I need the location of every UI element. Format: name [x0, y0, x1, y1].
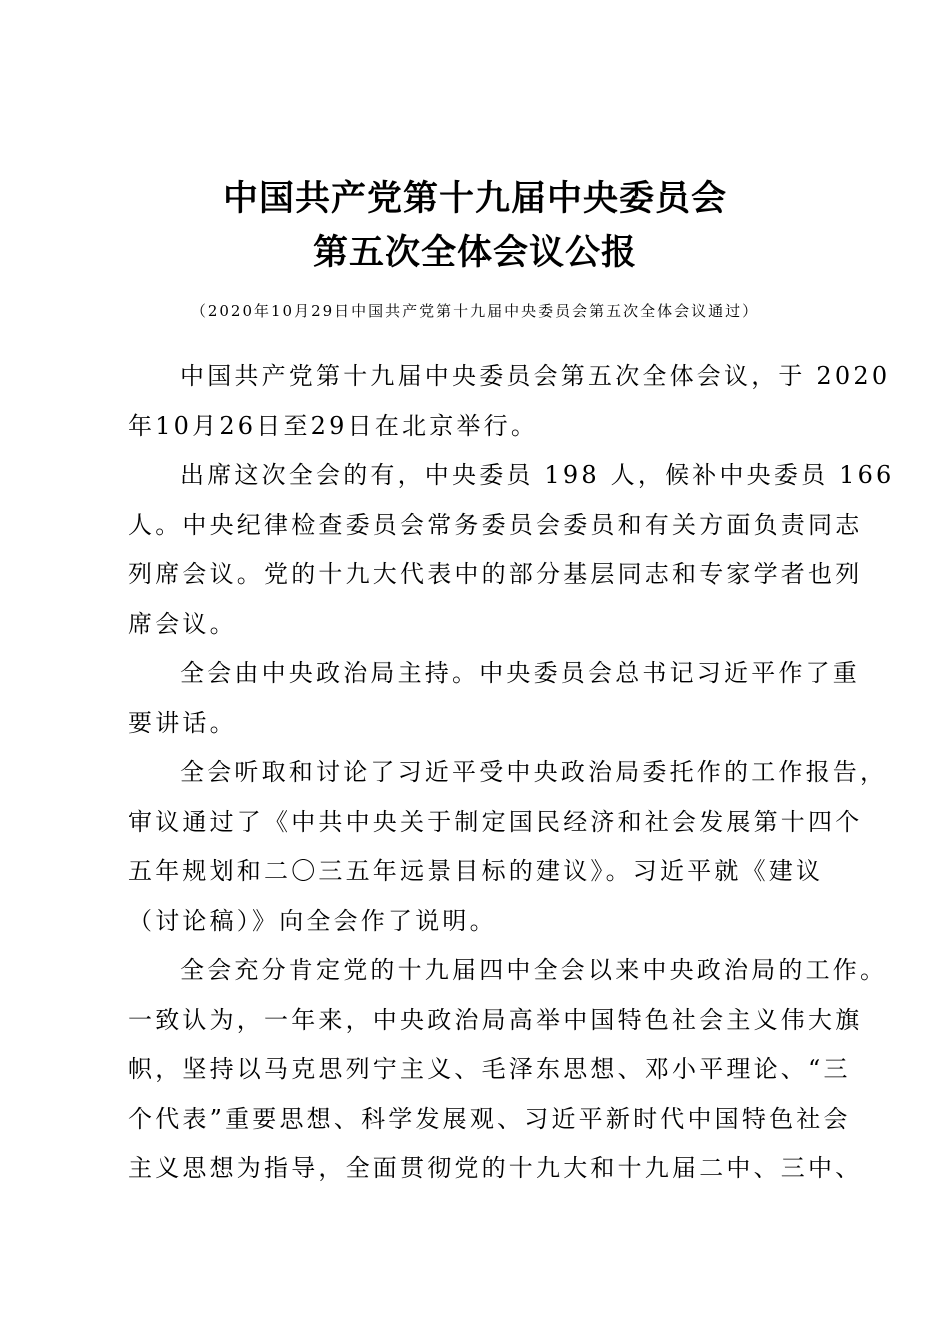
paragraph-3: [128, 649, 860, 748]
document-subtitle: （2020年10月29日中国共产党第十九届中央委员会第五次全体会议通过）: [190, 302, 760, 320]
paragraph-line: 人。中央纪律检查委员会常务委员会委员和有关方面负责同志: [128, 510, 863, 539]
paragraph-1: [128, 352, 891, 451]
document-title: [0, 172, 950, 280]
paragraph-line: [128, 649, 860, 699]
paragraph-line: 个代表”重要思想、科学发展观、习近平新时代中国特色社会: [128, 1104, 851, 1133]
paragraph-line: 年10月26日至29日在北京举行。: [128, 411, 539, 440]
paragraph-line: 帜，坚持以马克思列宁主义、毛泽东思想、邓小平理论、“三: [128, 1055, 851, 1083]
paragraph-line: [128, 748, 888, 798]
paragraph-2: [128, 451, 895, 649]
title-line-2: 第五次全体会议公报: [312, 232, 637, 273]
paragraph-line: 一致认为，一年来，中央政治局高举中国特色社会主义伟大旗: [128, 1005, 863, 1034]
paragraph-line: 席会议。: [128, 609, 237, 638]
paragraph-text: 中国共产党第十九届中央委员会第五次全体会议，于 2020: [180, 362, 891, 390]
paragraph-line: 审议通过了《中共中央关于制定国民经济和社会发展第十四个: [128, 807, 863, 836]
paragraph-text: 全会听取和讨论了习近平受中央政治局委托作的工作报告，: [180, 758, 888, 786]
paragraph-text: 出席这次全会的有，中央委员 198 人，候补中央委员 166: [180, 461, 895, 489]
paragraph-line: 主义思想为指导，全面贯彻党的十九大和十九届二中、三中、: [128, 1154, 863, 1182]
paragraph-line: （讨论稿）》向全会作了说明。: [128, 906, 497, 935]
paragraph-line: [128, 352, 891, 402]
paragraph-line: 列席会议。党的十九大代表中的部分基层同志和专家学者也列: [128, 560, 863, 588]
paragraph-line: 要讲话。: [128, 708, 237, 737]
paragraph-line: [128, 451, 895, 501]
paragraph-text: 全会由中央政治局主持。中央委员会总书记习近平作了重: [180, 659, 860, 687]
title-line-1: 中国共产党第十九届中央委员会: [222, 178, 727, 219]
document-body: [128, 352, 895, 1194]
paragraph-line: [128, 946, 888, 996]
paragraph-text: 全会充分肯定党的十九届四中全会以来中央政治局的工作。: [180, 956, 888, 984]
paragraph-5: [128, 946, 888, 1194]
paragraph-4: [128, 748, 888, 946]
paragraph-line: 五年规划和二〇三五年远景目标的建议》。习近平就《建议: [128, 857, 824, 885]
